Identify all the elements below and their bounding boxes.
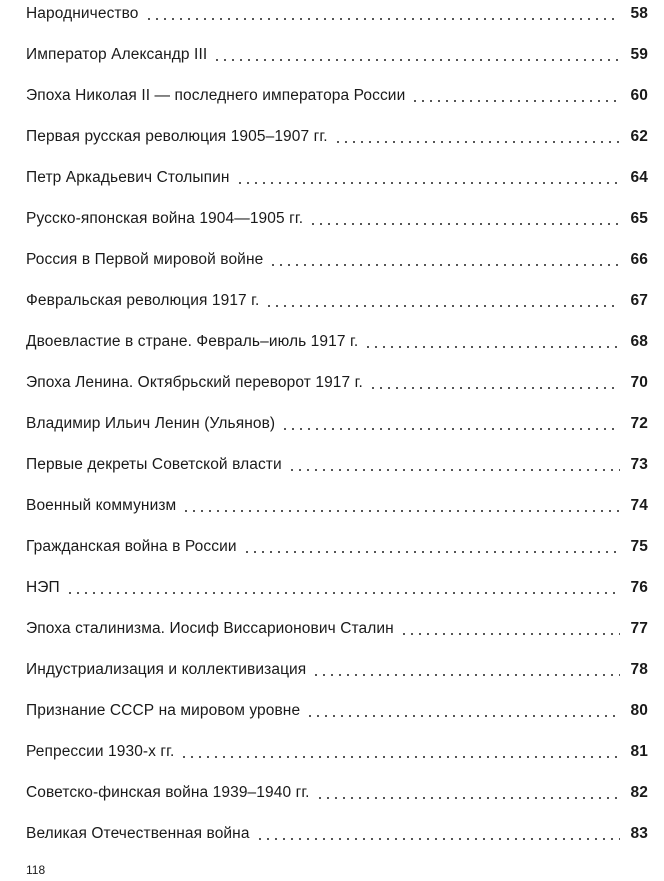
toc-entry-page: 68 [630,333,648,350]
toc-entry[interactable] [26,164,648,188]
toc-entry[interactable] [26,574,648,598]
toc-entry-title: Эпоха Ленина. Октябрьский переворот 1917 г. [26,374,363,391]
toc-entry-page: 70 [630,374,648,391]
toc-entry-page: 67 [630,292,648,309]
toc-entry-title: Русско-японская война 1904—1905 гг. [26,210,304,227]
toc-entry[interactable] [26,123,648,147]
dot-leader [332,127,620,147]
toc-entry-page: 74 [630,497,648,514]
toc-entry-page: 83 [630,825,648,842]
toc-entry[interactable] [26,410,648,434]
toc-entry-title: Эпоха Николая II — последнего императора России [26,87,406,104]
dot-leader [234,168,620,188]
dot-leader [367,373,620,393]
toc-entry-page: 73 [630,456,648,473]
toc-entry-title: Двоевластие в стране. Февраль–июль 1917 г. [26,333,359,350]
toc-entry-page: 76 [630,579,648,596]
dot-leader [409,86,620,106]
toc-entry[interactable] [26,205,648,229]
toc-entry-page: 80 [630,702,648,719]
dot-leader [304,701,620,721]
dot-leader [286,455,620,475]
toc-entry-title: Владимир Ильич Ленин (Ульянов) [26,415,276,432]
toc-entry-page: 58 [630,5,648,22]
dot-leader [314,783,620,803]
toc-entry-page: 66 [630,251,648,268]
toc-entry-title: Эпоха сталинизма. Иосиф Виссарионович Сталин [26,620,394,637]
dot-leader [241,537,620,557]
toc-entry-title: Император Александр III [26,46,208,63]
toc-entry[interactable] [26,779,648,803]
dot-leader [267,250,620,270]
toc-entry-title: НЭП [26,579,60,596]
toc-entry-page: 62 [630,128,648,145]
dot-leader [211,45,620,65]
toc-entry-page: 64 [630,169,648,186]
toc-entry-page: 81 [630,743,648,760]
toc-entry[interactable] [26,656,648,680]
toc-entry[interactable] [26,697,648,721]
toc-entry-page: 77 [630,620,648,637]
dot-leader [180,496,620,516]
toc-entry-page: 82 [630,784,648,801]
toc-entry-title: Признание СССР на мировом уровне [26,702,301,719]
dot-leader [362,332,620,352]
toc-entry-title: Первая русская революция 1905–1907 гг. [26,128,328,145]
toc-entry-title: Советско-финская война 1939–1940 гг. [26,784,310,801]
toc-entry-title: Народничество [26,5,139,22]
toc-entry-title: Петр Аркадьевич Столыпин [26,169,230,186]
dot-leader [178,742,620,762]
toc-entry[interactable] [26,41,648,65]
toc-entry[interactable] [26,82,648,106]
toc-entry-title: Россия в Первой мировой войне [26,251,264,268]
toc-entry[interactable] [26,533,648,557]
toc-entry[interactable] [26,820,648,844]
toc-entry-page: 78 [630,661,648,678]
toc-entry-page: 65 [630,210,648,227]
toc-entry[interactable] [26,451,648,475]
toc-entry-title: Первые декреты Советской власти [26,456,282,473]
dot-leader [310,660,620,680]
dot-leader [254,824,620,844]
toc-entry-page: 59 [630,46,648,63]
dot-leader [307,209,620,229]
dot-leader [143,4,620,24]
toc-entry-page: 75 [630,538,648,555]
toc-entry[interactable] [26,369,648,393]
toc-entry[interactable] [26,246,648,270]
toc-entry-page: 60 [630,87,648,104]
toc-entry-title: Февральская революция 1917 г. [26,292,260,309]
dot-leader [263,291,620,311]
toc-entry[interactable] [26,328,648,352]
toc-entry-title: Великая Отечественная война [26,825,250,842]
toc-entry-title: Военный коммунизм [26,497,177,514]
toc-entry-title: Гражданская война в России [26,538,237,555]
toc-entry[interactable] [26,287,648,311]
toc-entry[interactable] [26,738,648,762]
page-number: 118 [26,863,46,877]
toc-entry-title: Репрессии 1930-х гг. [26,743,175,760]
dot-leader [398,619,620,639]
toc-entry-page: 72 [630,415,648,432]
toc-entry[interactable] [26,615,648,639]
toc-entry[interactable] [26,0,648,24]
dot-leader [279,414,620,434]
dot-leader [64,578,620,598]
toc-entry-title: Индустриализация и коллективизация [26,661,307,678]
toc-entry[interactable] [26,492,648,516]
